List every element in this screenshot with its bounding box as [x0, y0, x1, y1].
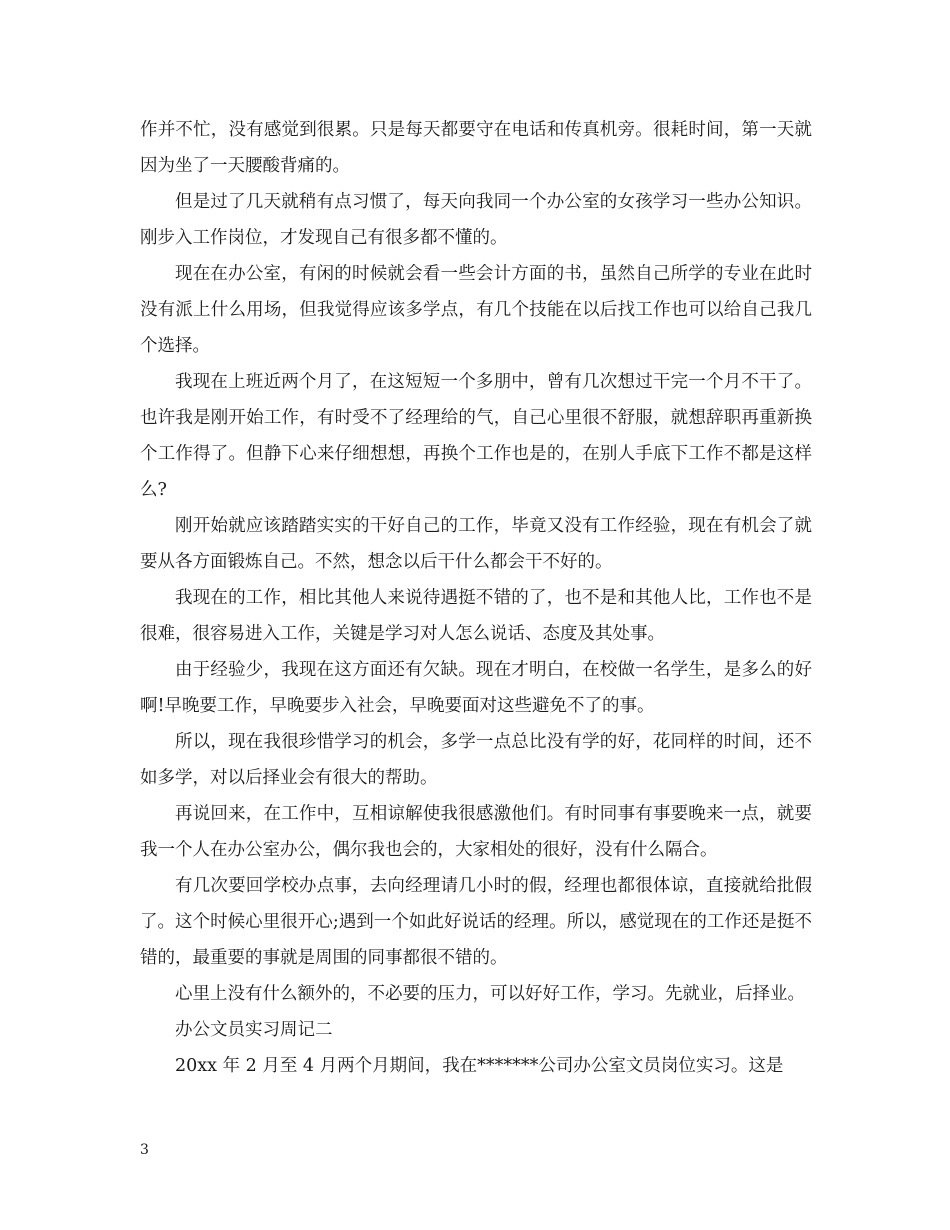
page-number: 3: [140, 1142, 149, 1158]
paragraph-10: 有几次要回学校办点事，去向经理请几小时的假，经理也都很体谅，直接就给批假了。这个时候心里很开心;遇到一个如此好说话的经理。所以，感觉现在的工作还是挺不错的，最重要的事就是周围的同事都很不错的。: [140, 876, 812, 968]
paragraph-13: 20xx 年 2 月至 4 月两个月期间，我在*******公司办公室文员岗位实习。这是: [175, 1056, 784, 1076]
section-heading: 办公文员实习周记二: [175, 1020, 333, 1040]
paragraph-2: 但是过了几天就稍有点习惯了，每天向我同一个办公室的女孩学习一些办公知识。刚步入工作岗位，才发现自己有很多都不懂的。: [140, 192, 812, 248]
paragraph-1: 作并不忙，没有感觉到很累。只是每天都要守在电话和传真机旁。很耗时间，第一天就因为坐了一天腰酸背痛的。: [140, 120, 812, 176]
paragraph-9: 再说回来，在工作中，互相谅解使我很感激他们。有时同事有事要晚来一点，就要我一个人在办公室办公，偶尔我也会的，大家相处的很好，没有什么隔合。: [140, 804, 812, 860]
paragraph-3: 现在在办公室，有闲的时候就会看一些会计方面的书，虽然自己所学的专业在此时没有派上什么用场，但我觉得应该多学点，有几个技能在以后找工作也可以给自己我几个选择。: [140, 264, 812, 356]
paragraph-5: 刚开始就应该踏踏实实的干好自己的工作，毕竟又没有工作经验，现在有机会了就要从各方面锻炼自己。不然，想念以后干什么都会干不好的。: [140, 516, 812, 572]
paragraph-6: 我现在的工作，相比其他人来说待遇挺不错的了，也不是和其他人比，工作也不是很难，很容易进入工作，关键是学习对人怎么说话、态度及其处事。: [140, 588, 812, 644]
paragraph-7: 由于经验少，我现在这方面还有欠缺。现在才明白，在校做一名学生，是多么的好啊!早晚要工作，早晚要步入社会，早晚要面对这些避免不了的事。: [140, 660, 812, 716]
document-body: [140, 112, 812, 1084]
paragraph-11: 心里上没有什么额外的，不必要的压力，可以好好工作，学习。先就业，后择业。: [175, 984, 805, 1004]
paragraph-4: 我现在上班近两个月了，在这短短一个多朋中，曾有几次想过干完一个月不干了。也许我是刚开始工作，有时受不了经理给的气，自己心里很不舒服，就想辞职再重新换个工作得了。但静下心来仔细想想，再换个工作也是的，在别人手底下工作不都是这样么?: [140, 372, 812, 500]
paragraph-8: 所以，现在我很珍惜学习的机会，多学一点总比没有学的好，花同样的时间，还不如多学，对以后择业会有很大的帮助。: [140, 732, 812, 788]
